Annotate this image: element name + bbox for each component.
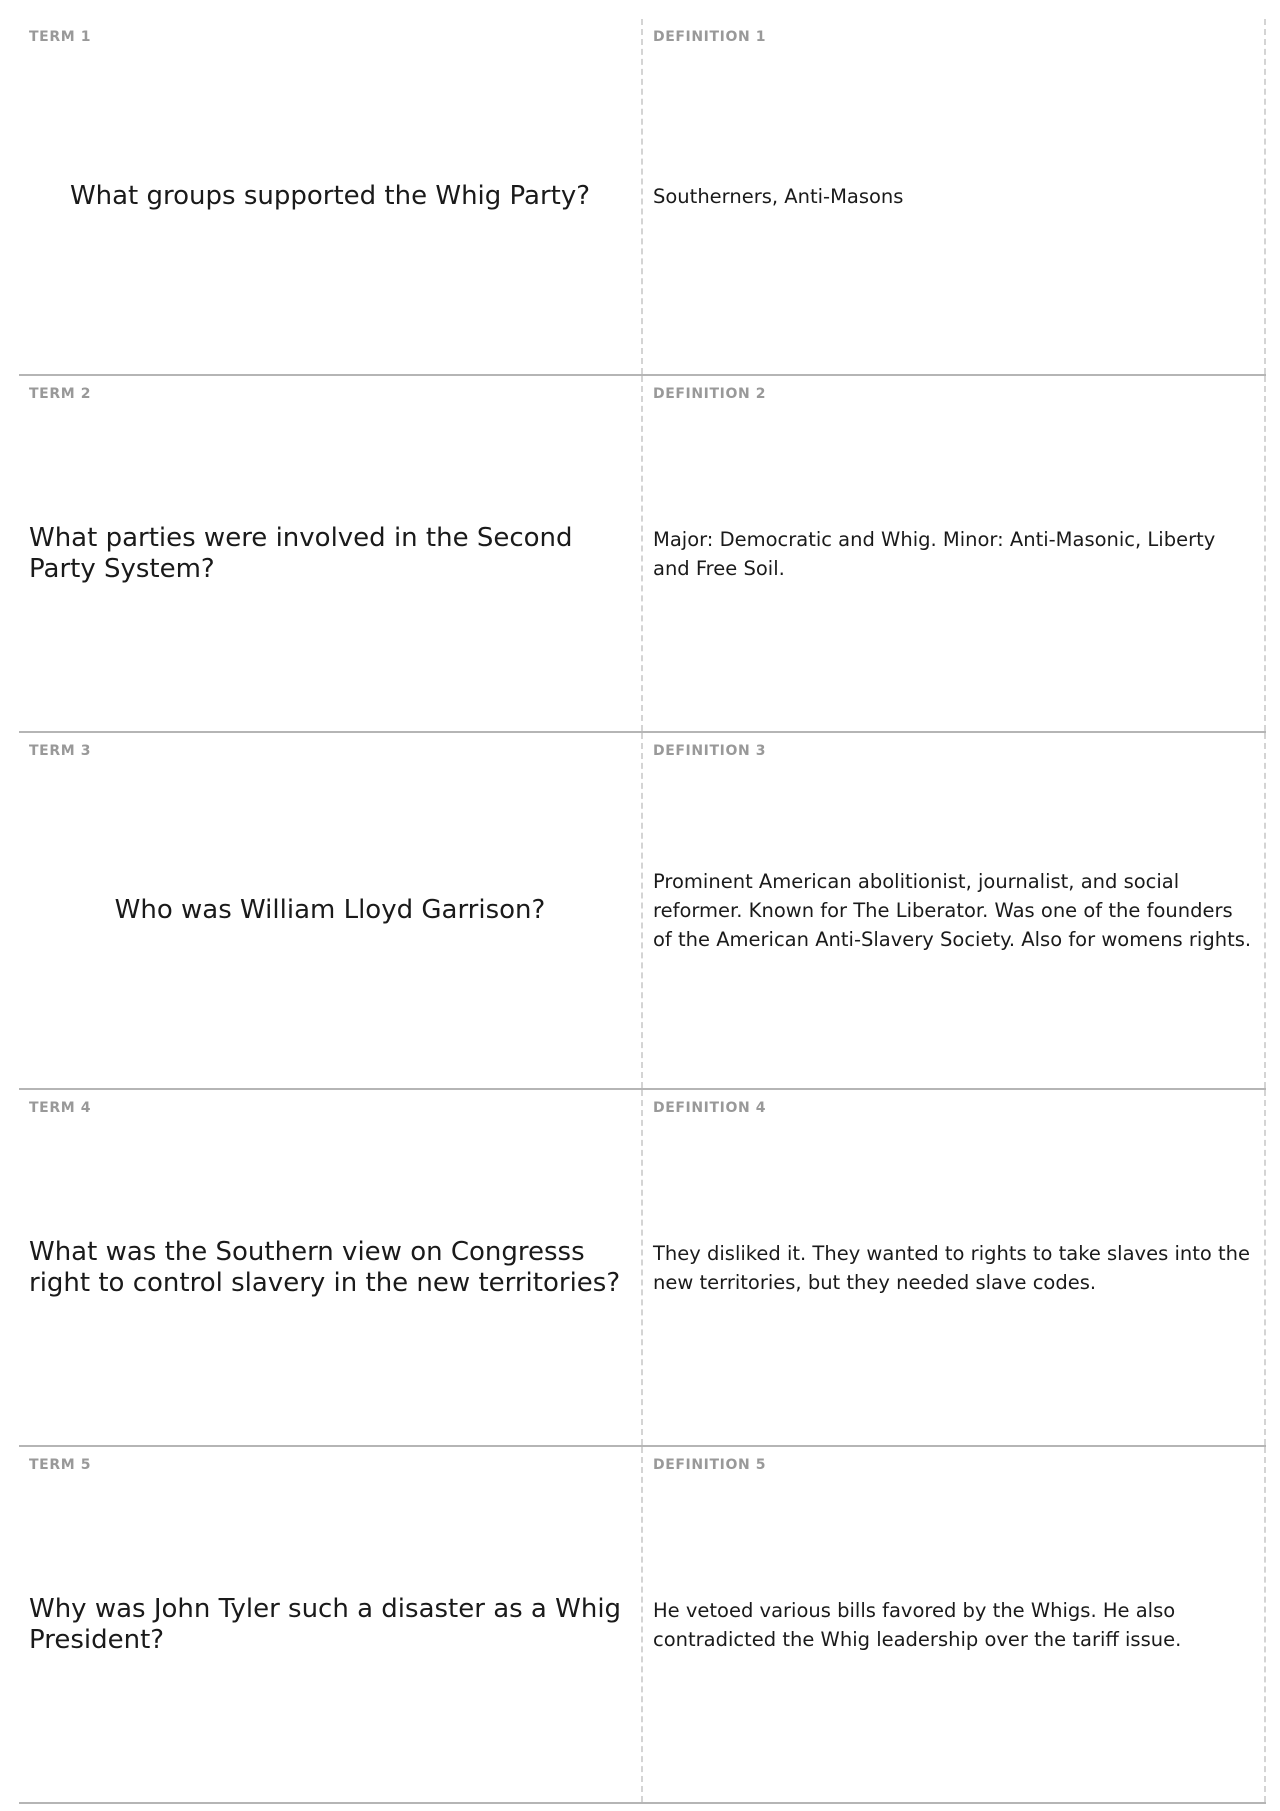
term-text: Who was William Lloyd Garrison? <box>114 895 546 925</box>
term-text: Why was John Tyler such a disaster as a Whig President? <box>29 1593 622 1655</box>
flashcard-row-5 <box>19 1447 1266 1804</box>
definition-cell <box>643 1447 1266 1802</box>
definition-label: DEFINITION 5 <box>653 1457 767 1473</box>
definition-cell <box>643 19 1266 374</box>
definition-cell <box>643 733 1266 1088</box>
flashcard-row-2 <box>19 376 1266 733</box>
flashcard-sheet <box>19 19 1266 1804</box>
term-text: What was the Southern view on Congresss right to control slavery in the new territories? <box>29 1236 621 1298</box>
term-cell <box>19 1090 643 1445</box>
term-cell <box>19 1447 643 1802</box>
definition-cell <box>643 376 1266 731</box>
term-text: What parties were involved in the Second Party System? <box>29 522 573 584</box>
definition-cell <box>643 1090 1266 1445</box>
term-cell <box>19 376 643 731</box>
term-cell <box>19 19 643 374</box>
flashcard-row-3 <box>19 733 1266 1090</box>
definition-label: DEFINITION 2 <box>653 386 767 402</box>
term-cell <box>19 733 643 1088</box>
definition-label: DEFINITION 4 <box>653 1100 767 1116</box>
definition-text: He vetoed various bills favored by the Whigs. He also contradicted the Whig leadership over the tariff issue. <box>653 1598 1182 1651</box>
term-label: TERM 1 <box>29 29 92 45</box>
term-label: TERM 4 <box>29 1100 92 1116</box>
term-label: TERM 3 <box>29 743 92 759</box>
flashcard-row-4 <box>19 1090 1266 1447</box>
term-text: What groups supported the Whig Party? <box>69 181 591 211</box>
definition-text: Major: Democratic and Whig. Minor: Anti-Masonic, Liberty and Free Soil. <box>653 527 1216 580</box>
term-label: TERM 5 <box>29 1457 92 1473</box>
definition-label: DEFINITION 1 <box>653 29 767 45</box>
definition-text: Southerners, Anti-Masons <box>653 185 904 208</box>
flashcard-row-1 <box>19 19 1266 376</box>
definition-label: DEFINITION 3 <box>653 743 767 759</box>
definition-text: They disliked it. They wanted to rights to take slaves into the new territories, but they needed slave codes. <box>653 1241 1250 1294</box>
definition-text: Prominent American abolitionist, journalist, and social reformer. Known for The Liberator. Was one of the founders of the American Anti-Slavery Society. Also for womens rights. <box>653 870 1252 951</box>
term-label: TERM 2 <box>29 386 92 402</box>
